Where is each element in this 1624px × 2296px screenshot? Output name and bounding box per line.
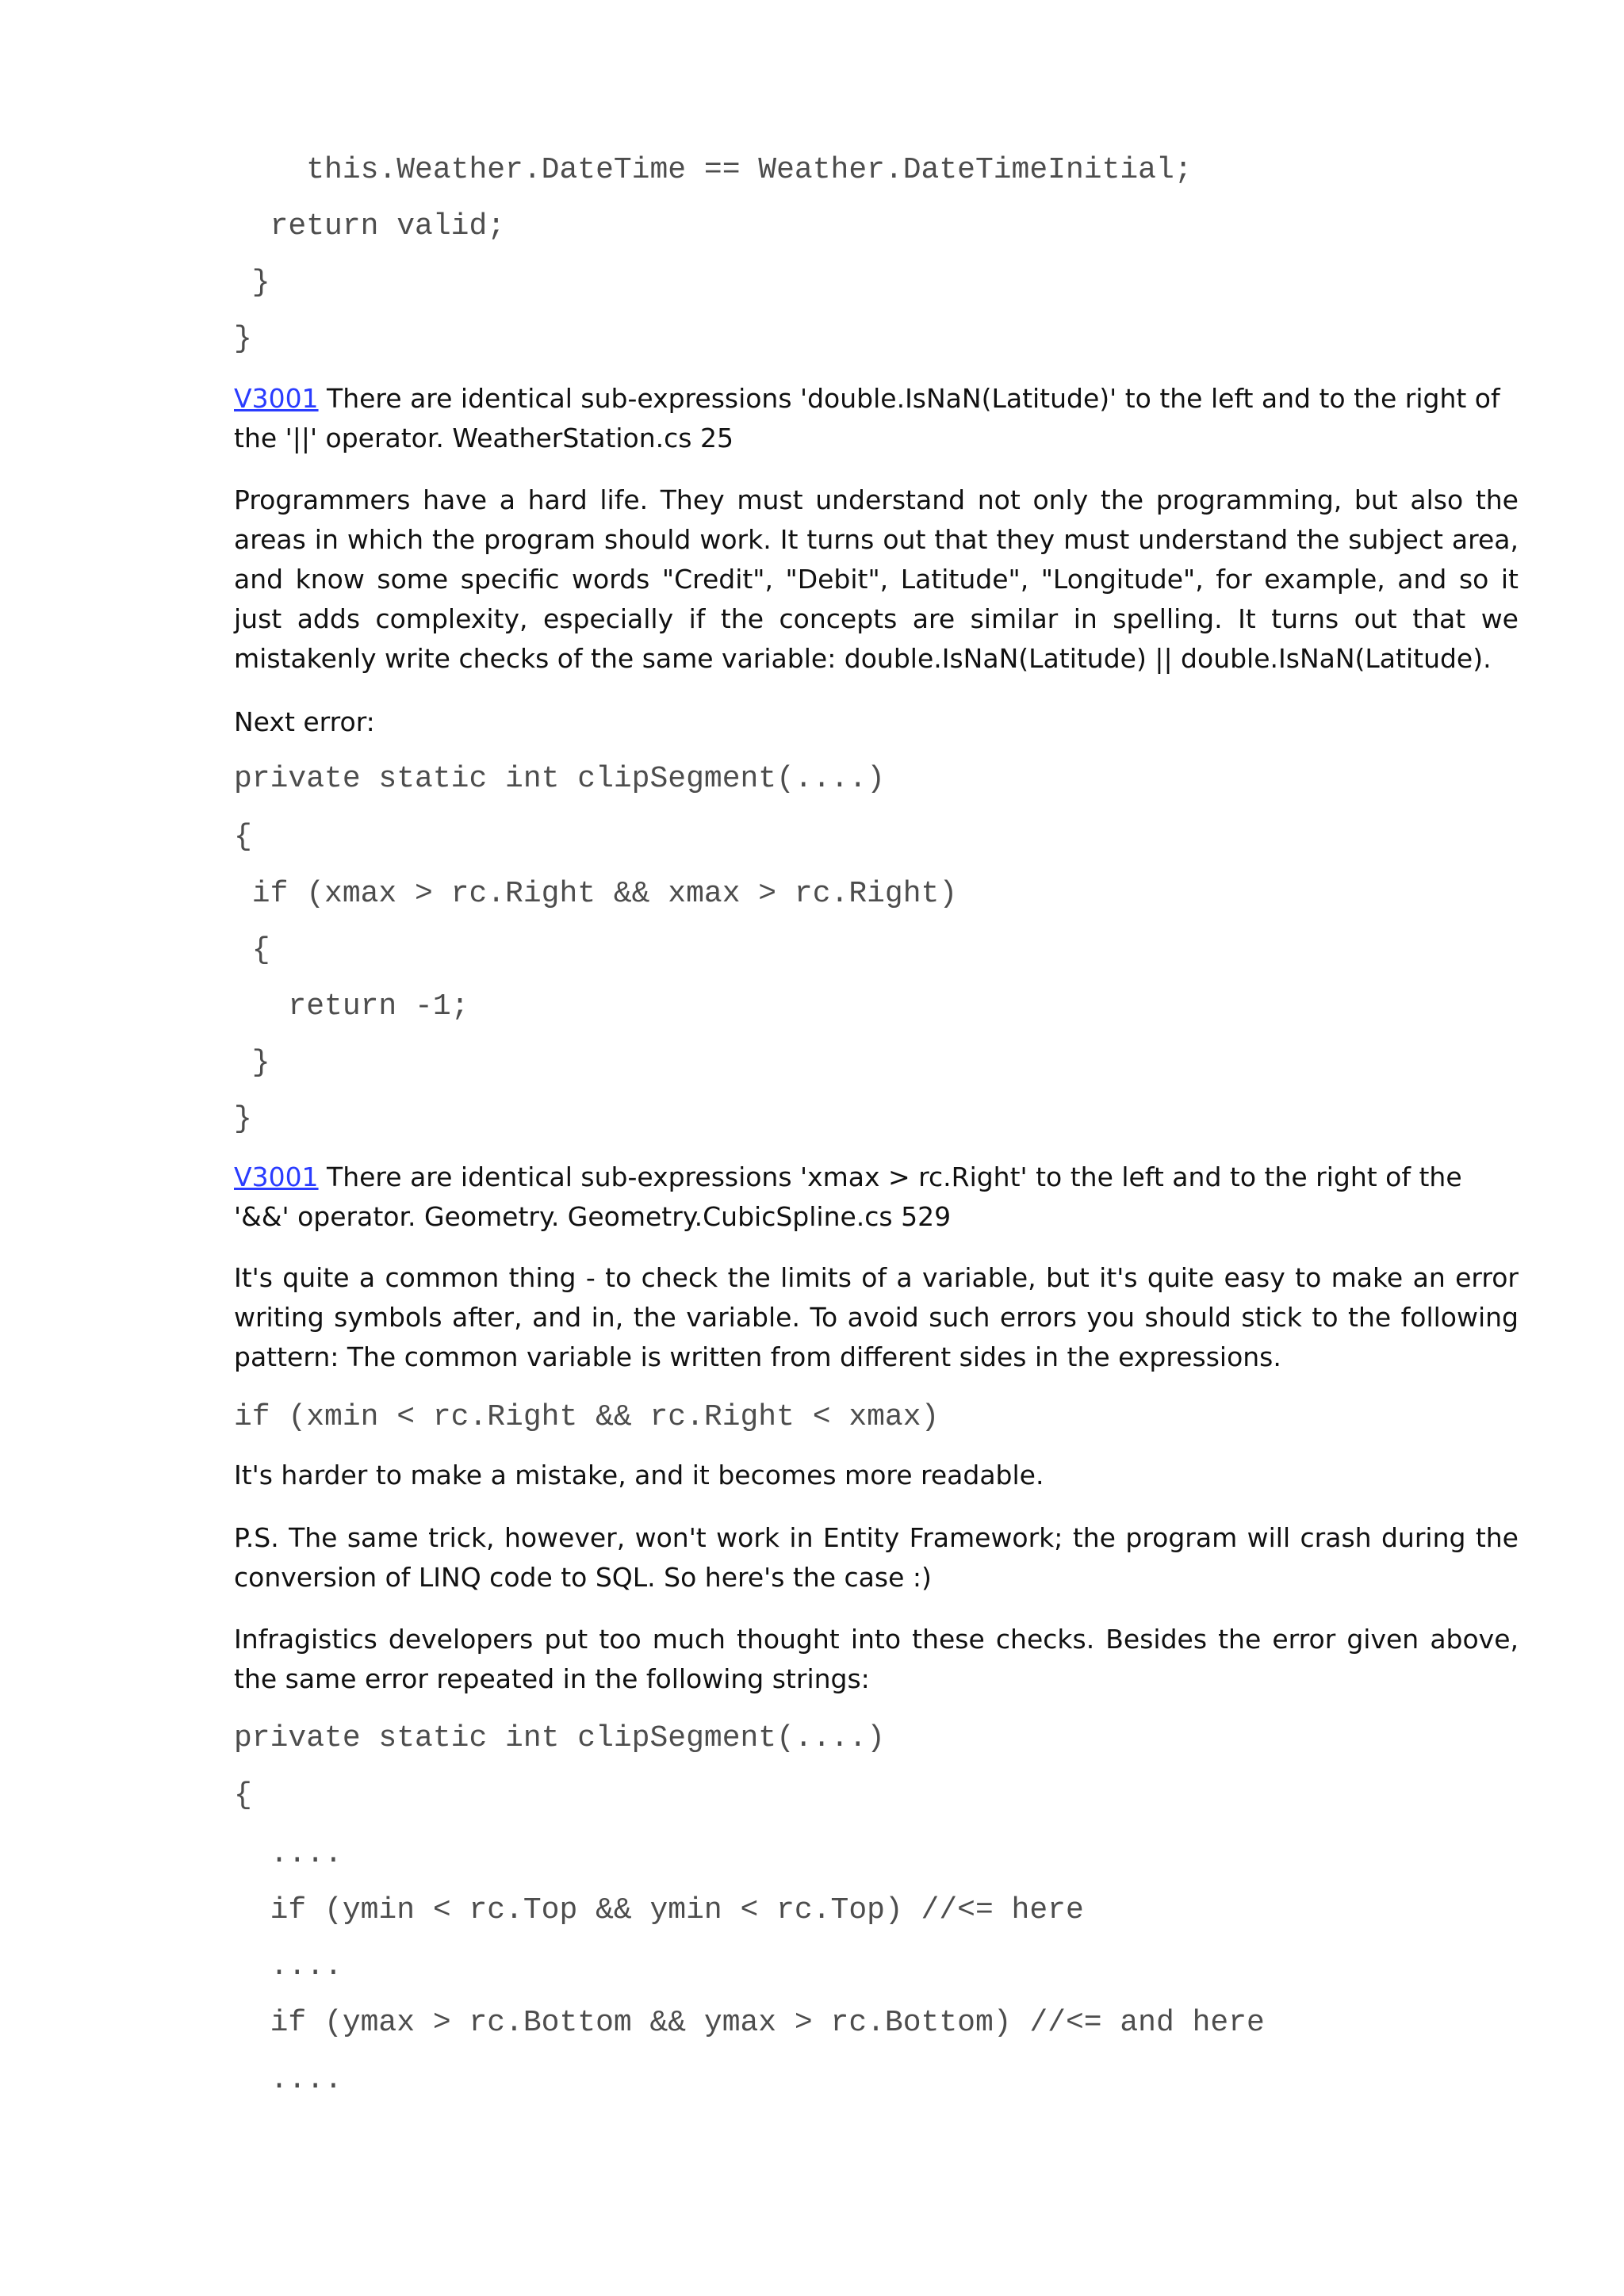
diagnostic-link[interactable]: V3001	[234, 383, 319, 414]
body-paragraph: Next error:	[234, 706, 375, 737]
code-line: {	[234, 820, 252, 854]
diagnostic-link[interactable]: V3001	[234, 1161, 319, 1192]
code-line: private static int clipSegment(....)	[234, 1721, 885, 1755]
code-line: {	[234, 933, 270, 967]
diagnostic-text: There are identical sub-expressions 'xmax > rc.Right' to the left and to the right of the '&&' operator. Geometry. Geometry.CubicSpline.cs 529	[234, 1161, 1462, 1232]
body-paragraph: P.S. The same trick, however, won't work in Entity Framework; the program will crash during the conversion of LINQ code to SQL. So here's the case :)	[234, 1522, 1519, 1593]
code-line: ....	[234, 2063, 343, 2097]
code-line: return -1;	[234, 989, 469, 1024]
code-line: ....	[234, 1837, 343, 1871]
diagnostic-note	[234, 1158, 1519, 1237]
code-line: if (ymax > rc.Bottom && ymax > rc.Bottom) //<= and here	[234, 2006, 1265, 2040]
code-line: if (xmin < rc.Right && rc.Right < xmax)	[234, 1400, 940, 1434]
code-line: }	[234, 266, 270, 300]
code-line: {	[234, 1778, 252, 1812]
body-paragraph: It's harder to make a mistake, and it becomes more readable.	[234, 1460, 1044, 1490]
diagnostic-note	[234, 379, 1519, 458]
code-line: }	[234, 1102, 252, 1136]
code-line: }	[234, 1046, 270, 1080]
code-line: }	[234, 322, 252, 356]
diagnostic-text: There are identical sub-expressions 'double.IsNaN(Latitude)' to the left and to the right of the '||' operator. WeatherStation.cs 25	[234, 383, 1500, 453]
code-line: ....	[234, 1950, 343, 1984]
code-line: if (ymin < rc.Top && ymin < rc.Top) //<= here	[234, 1893, 1084, 1927]
code-line: if (xmax > rc.Right && xmax > rc.Right)	[234, 877, 958, 911]
body-paragraph: Infragistics developers put too much thought into these checks. Besides the error given above, the same error repeated in the following strings:	[234, 1624, 1519, 1694]
code-line: this.Weather.DateTime == Weather.DateTimeInitial;	[234, 153, 1193, 187]
code-line: return valid;	[234, 209, 506, 243]
body-paragraph: Programmers have a hard life. They must understand not only the programming, but also the areas in which the program should work. It turns out that they must understand the subject area, and know some specific words "Credit", "Debit", Latitude", "Longitude", for example, and so it just adds complexity, especially if the concepts are similar in spelling. It turns out that we mistakenly write checks of the same variable: double.IsNaN(Latitude) || double.IsNaN(Latitude).	[234, 484, 1519, 674]
code-line: private static int clipSegment(....)	[234, 762, 885, 796]
body-paragraph: It's quite a common thing - to check the limits of a variable, but it's quite easy to make an error writing symbols after, and in, the variable. To avoid such errors you should stick to the following pattern: The common variable is written from different sides in the expressions.	[234, 1262, 1519, 1372]
